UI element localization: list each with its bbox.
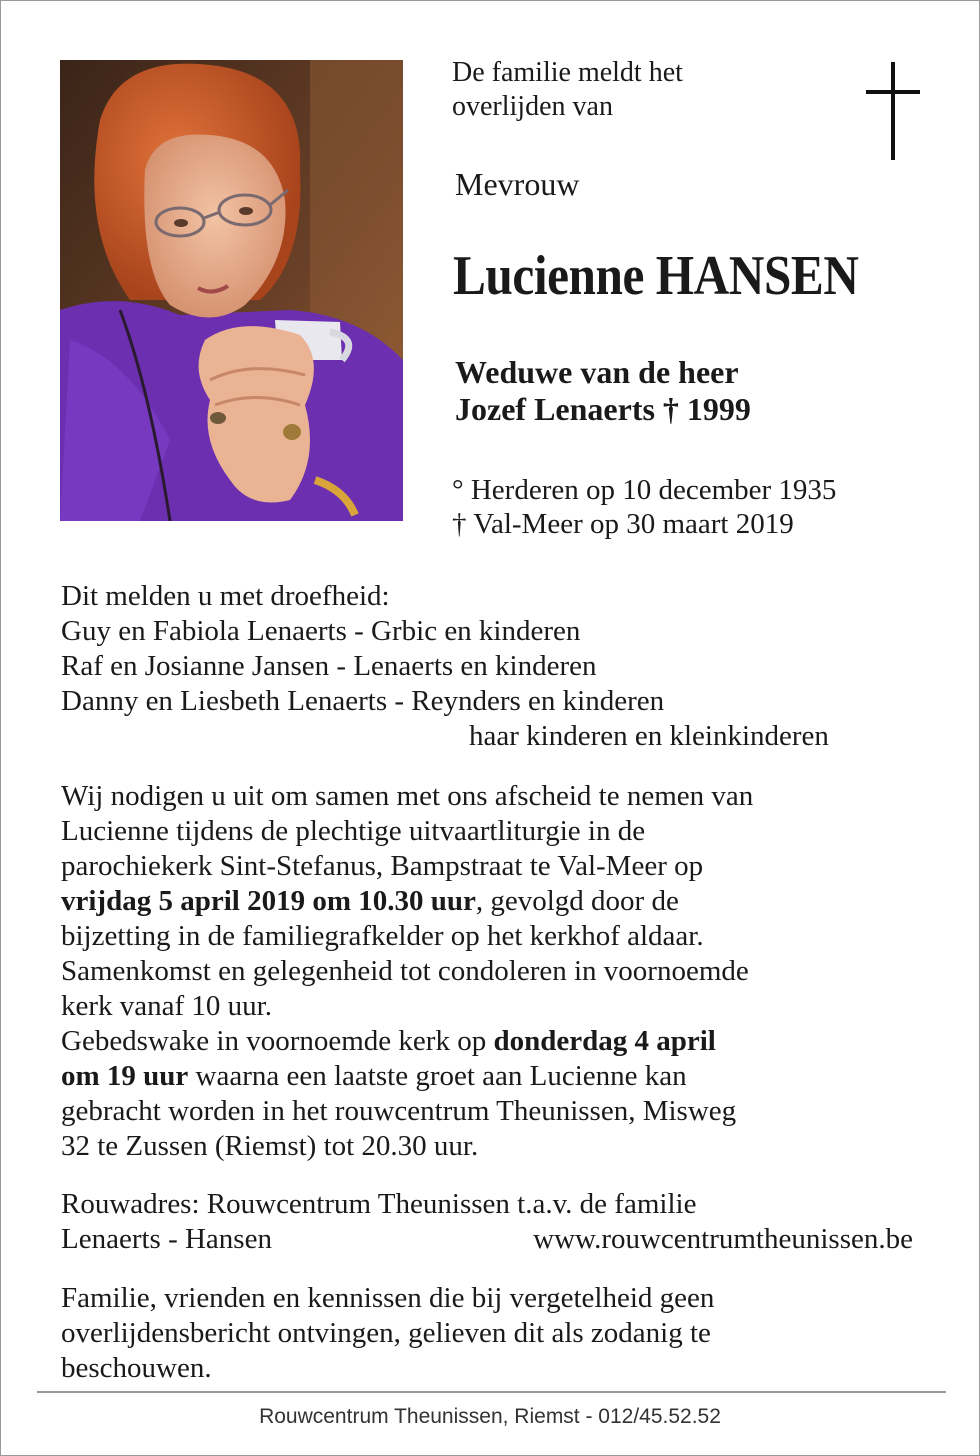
cross-icon bbox=[863, 62, 923, 160]
invitation-line: parochiekerk Sint-Stefanus, Bampstraat te Val-Meer op bbox=[61, 850, 704, 882]
mourners-block bbox=[61, 579, 829, 754]
notice-line: beschouwen. bbox=[61, 1352, 212, 1384]
footer-text: Rouwcentrum Theunissen, Riemst - 012/45.52.52 bbox=[259, 1405, 721, 1428]
invitation-line: Lucienne tijdens de plechtige uitvaartliturgie in de bbox=[61, 815, 646, 847]
invitation-text: , gevolgd door de bbox=[475, 885, 679, 917]
invitation-line: Wij nodigen u uit om samen met ons afscheid te nemen van bbox=[61, 780, 754, 812]
wake-date: donderdag 4 april bbox=[493, 1025, 716, 1057]
address-row bbox=[61, 1222, 913, 1257]
intro-line: De familie meldt het bbox=[452, 57, 683, 88]
invitation-text: Gebedswake in voornoemde kerk op bbox=[61, 1025, 494, 1057]
intro-text bbox=[452, 56, 683, 124]
funeral-datetime: vrijdag 5 april 2019 om 10.30 uur bbox=[61, 885, 476, 917]
invitation-line: 32 te Zussen (Riemst) tot 20.30 uur. bbox=[61, 1130, 479, 1162]
mourner-family: Danny en Liesbeth Lenaerts - Reynders en kinderen bbox=[61, 685, 665, 717]
widow-of bbox=[455, 354, 751, 428]
notice-line: overlijdensbericht ontvingen, gelieven dit als zodanig te bbox=[61, 1317, 711, 1349]
invitation-line: bijzetting in de familiegrafkelder op het kerkhof aldaar. bbox=[61, 920, 704, 952]
mourner-family: Guy en Fabiola Lenaerts - Grbic en kinderen bbox=[61, 615, 581, 647]
life-dates bbox=[452, 473, 836, 541]
mourning-address bbox=[61, 1187, 913, 1257]
widow-line: Jozef Lenaerts † 1999 bbox=[455, 391, 751, 427]
invitation-text: waarna een laatste groet aan Lucienne kan bbox=[188, 1060, 687, 1092]
salutation: Mevrouw bbox=[455, 166, 580, 202]
birth-date: ° Herderen op 10 december 1935 bbox=[452, 474, 837, 506]
death-date: † Val-Meer op 30 maart 2019 bbox=[452, 508, 794, 540]
portrait-photo bbox=[60, 60, 403, 521]
notice-line: Familie, vrienden en kennissen die bij vergetelheid geen bbox=[61, 1282, 715, 1314]
wake-time: om 19 uur bbox=[61, 1060, 189, 1092]
invitation-line bbox=[61, 884, 753, 919]
invitation-line bbox=[61, 1024, 753, 1059]
invitation-line: kerk vanaf 10 uur. bbox=[61, 990, 272, 1022]
mourners-closing: haar kinderen en kleinkinderen bbox=[469, 720, 829, 752]
invitation-line: gebracht worden in het rouwcentrum Theunissen, Misweg bbox=[61, 1095, 737, 1127]
footer-divider bbox=[37, 1391, 946, 1393]
mourners-heading: Dit melden u met droefheid: bbox=[61, 580, 390, 612]
notice-block bbox=[61, 1281, 714, 1386]
mourner-family: Raf en Josianne Jansen - Lenaerts en kinderen bbox=[61, 650, 597, 682]
address-line: Rouwadres: Rouwcentrum Theunissen t.a.v. de familie bbox=[61, 1188, 697, 1220]
intro-line: overlijden van bbox=[452, 91, 613, 122]
invitation-line: Samenkomst en gelegenheid tot condoleren in voornoemde bbox=[61, 955, 749, 987]
invitation-block bbox=[61, 779, 753, 1164]
widow-line: Weduwe van de heer bbox=[455, 354, 739, 390]
deceased-name: Lucienne HANSEN bbox=[453, 245, 859, 307]
address-family: Lenaerts - Hansen bbox=[61, 1223, 272, 1255]
invitation-line bbox=[61, 1059, 753, 1094]
website-link[interactable]: www.rouwcentrumtheunissen.be bbox=[533, 1223, 913, 1255]
